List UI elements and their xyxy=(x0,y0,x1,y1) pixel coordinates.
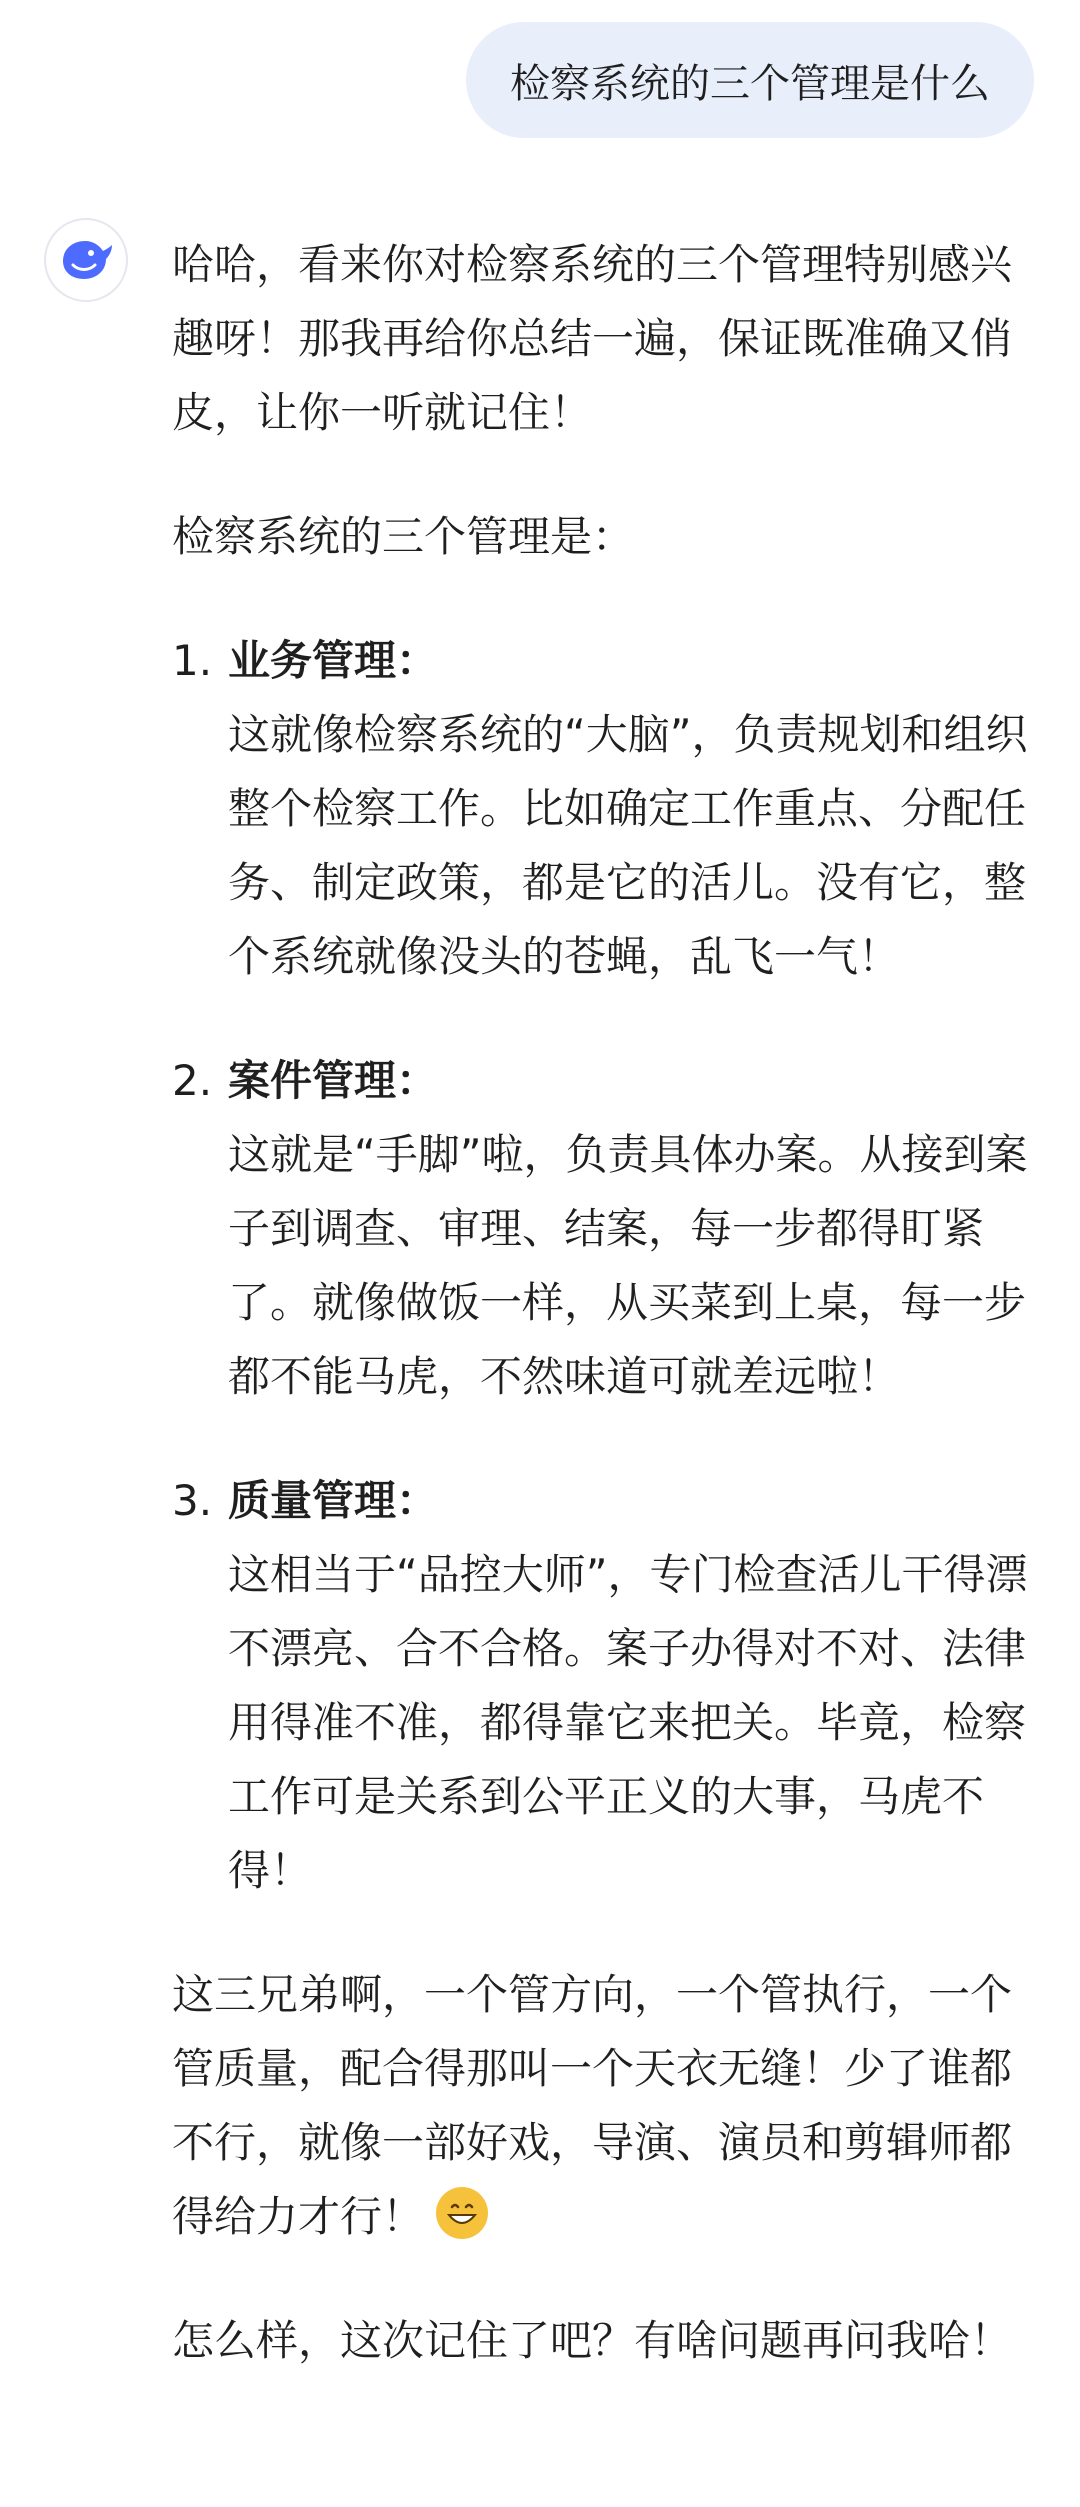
list-item-body: 这就像检察系统的“大脑”，负责规划和组织整个检察工作。比如确定工作重点、分配任务、制定政策，都是它的活儿。没有它，整个系统就像没头的苍蝇，乱飞一气！ xyxy=(228,710,1028,981)
answer-intro: 哈哈，看来你对检察系统的三个管理特别感兴趣呀！那我再给你总结一遍，保证既准确又俏皮，让你一听就记住！ xyxy=(172,240,1013,437)
list-item-body: 这相当于“品控大师”，专门检查活儿干得漂不漂亮、合不合格。案子办得对不对、法律用得准不准，都得靠它来把关。毕竟，检察工作可是关系到公平正义的大事，马虎不得！ xyxy=(228,1550,1028,1895)
list-item-number: 1. xyxy=(172,636,213,685)
list-item xyxy=(172,624,1032,994)
answer-lead: 检察系统的三个管理是： xyxy=(172,512,635,561)
list-item-title: 质量管理： xyxy=(228,1476,439,1525)
list-item-number: 2. xyxy=(172,1056,213,1105)
list-item-number: 3. xyxy=(172,1476,213,1525)
user-message-text: 检察系统的三个管理是什么 xyxy=(510,60,990,107)
assistant-avatar xyxy=(44,218,128,302)
list-item xyxy=(172,1464,1032,1908)
assistant-answer xyxy=(172,228,1032,2378)
whale-logo-icon xyxy=(57,231,115,289)
user-message-bubble xyxy=(466,22,1034,138)
answer-summary xyxy=(172,1958,1032,2254)
answer-summary-text: 这三兄弟啊，一个管方向，一个管执行，一个管质量，配合得那叫一个天衣无缝！少了谁都不行，就像一部好戏，导演、演员和剪辑师都得给力才行！ xyxy=(172,1970,1013,2241)
answer-closing: 怎么样，这次记住了吧？有啥问题再问我哈！ xyxy=(172,2316,1013,2365)
grinning-face-emoji xyxy=(436,2187,488,2239)
list-item-body: 这就是“手脚”啦，负责具体办案。从接到案子到调查、审理、结案，每一步都得盯紧了。就像做饭一样，从买菜到上桌，每一步都不能马虎，不然味道可就差远啦！ xyxy=(228,1130,1028,1401)
list-item-title: 业务管理： xyxy=(228,636,439,685)
list-item-title: 案件管理： xyxy=(228,1056,439,1105)
list-item xyxy=(172,1044,1032,1414)
